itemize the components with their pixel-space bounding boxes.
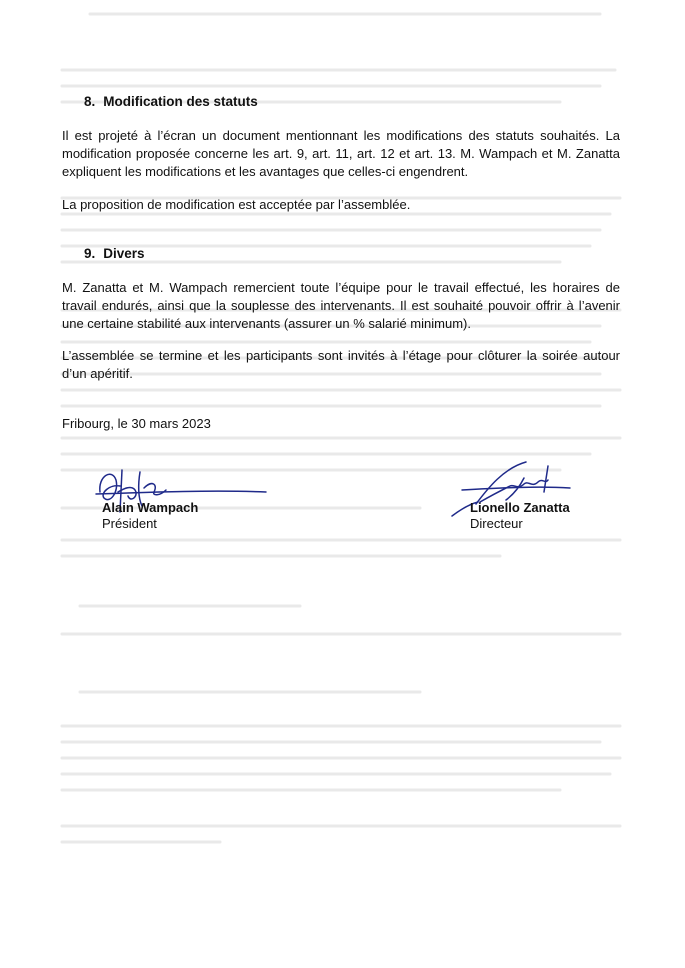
section-9-title: Divers — [103, 246, 145, 261]
section-8-paragraph-2: La proposition de modification est acceptée par l’assemblée. — [62, 197, 411, 212]
section-9-paragraph-1: M. Zanatta et M. Wampach remercient toute l’équipe pour le travail effectué, les horaires de travail endurés, ainsi que la souplesse des intervenants. Il est souhaité pouvoir offrir à l’avenir une certaine stabilité aux intervenants (assurer un % salarié minimum). — [62, 280, 620, 331]
signatory-left-name: Alain Wampach — [102, 500, 199, 515]
section-8-paragraph-1: Il est projeté à l’écran un document mentionnant les modifications des statuts souhaités. La modification proposée concerne les art. 9, art. 11, art. 12 et art. 13. M. Wampach et M. Zanatta expliquent les modifications et les avantages que celles-ci engendrent. — [62, 128, 620, 179]
section-9-number: 9. — [84, 246, 96, 261]
section-8-number: 8. — [84, 94, 96, 109]
section-9-paragraph-2: L’assemblée se termine et les participants sont invités à l’étage pour clôturer la soirée autour d’un apéritif. — [62, 348, 620, 381]
signatory-right-role: Directeur — [470, 516, 523, 531]
signatory-right — [470, 500, 570, 532]
signatory-left-role: Président — [102, 516, 157, 531]
signatory-left — [102, 500, 198, 532]
signatory-right-name: Lionello Zanatta — [470, 500, 570, 515]
section-8-title: Modification des statuts — [103, 94, 258, 109]
section-8-heading — [84, 94, 258, 109]
section-9-heading — [84, 246, 145, 261]
place-and-date: Fribourg, le 30 mars 2023 — [62, 416, 211, 431]
